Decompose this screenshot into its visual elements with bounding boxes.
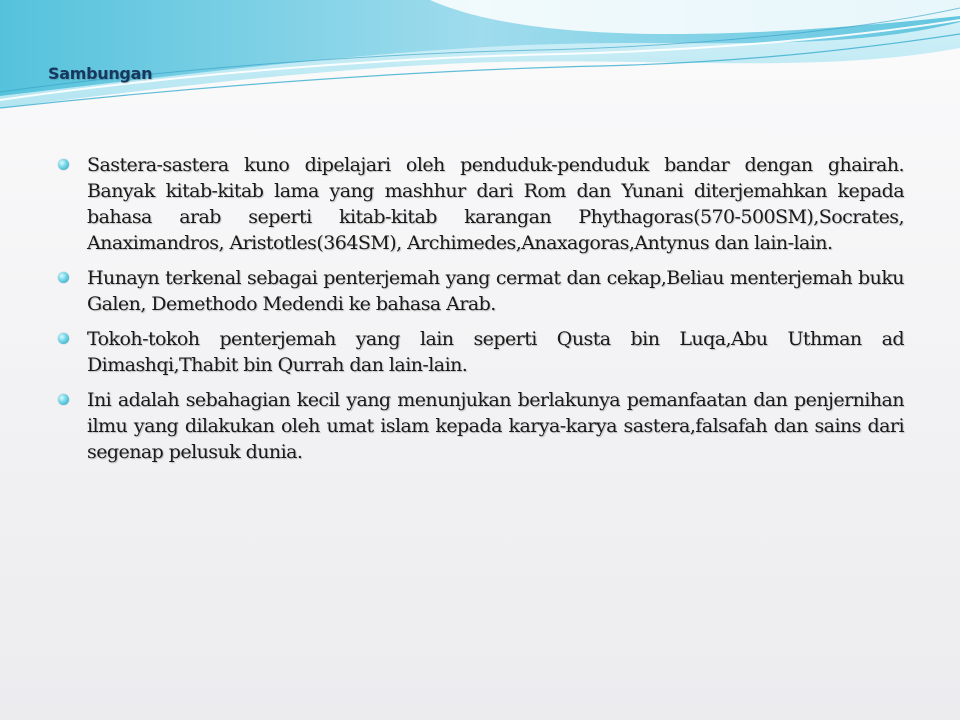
bullet-item xyxy=(58,265,904,317)
bullet-text: Ini adalah sebahagian kecil yang menunjukan berlakunya pemanfaatan dan penjernihan ilmu yang dilakukan oleh umat islam kepada karya-karya sastera,falsafah dan sains dari segenap pelusuk dunia. xyxy=(87,389,904,463)
bullet-item xyxy=(58,387,904,465)
bullet-icon xyxy=(58,272,69,283)
bullet-icon xyxy=(58,333,69,344)
bullet-icon xyxy=(58,159,69,170)
bullet-list xyxy=(58,152,904,474)
bullet-text: Hunayn terkenal sebagai penterjemah yang cermat dan cekap,Beliau menterjemah buku Galen, Demethodo Medendi ke bahasa Arab. xyxy=(87,267,904,315)
bullet-item xyxy=(58,152,904,256)
bullet-text: Sastera-sastera kuno dipelajari oleh penduduk-penduduk bandar dengan ghairah. Banyak kitab-kitab lama yang mashhur dari Rom dan Yunani diterjemahkan kepada bahasa arab seperti kitab-kitab karangan Phythagoras(570-500SM),Socrates, Anaximandros, Aristotles(364SM), Archimedes,Anaxagoras,Antynus dan lain-lain. xyxy=(87,154,904,254)
slide-title: Sambungan xyxy=(48,64,153,83)
bullet-item xyxy=(58,326,904,378)
bullet-text: Tokoh-tokoh penterjemah yang lain seperti Qusta bin Luqa,Abu Uthman ad Dimashqi,Thabit bin Qurrah dan lain-lain. xyxy=(87,328,904,376)
bullet-icon xyxy=(58,394,69,405)
header-wave-decoration xyxy=(0,0,960,120)
